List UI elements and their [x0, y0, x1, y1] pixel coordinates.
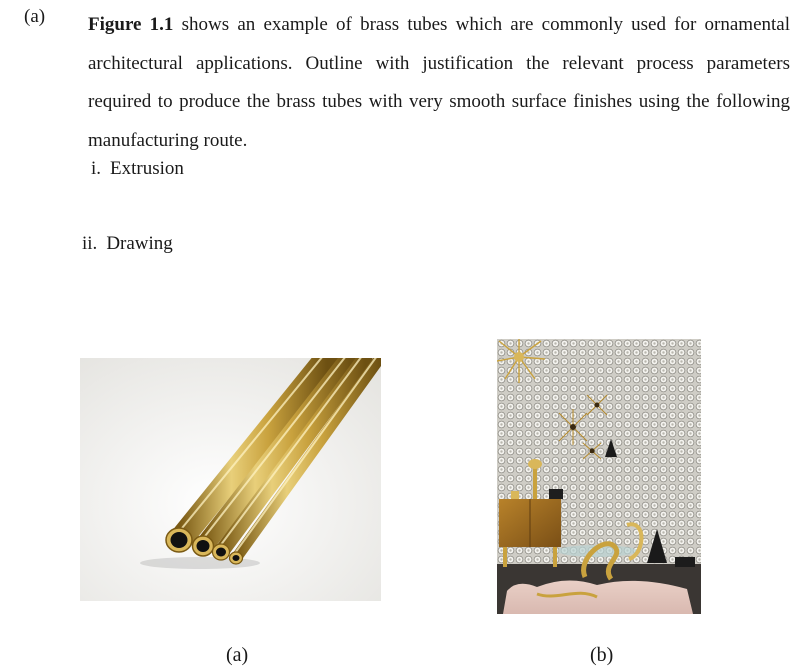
- question-label: (a): [24, 6, 46, 27]
- figure-a-caption: (a): [226, 644, 249, 666]
- list-item-number: i.: [91, 158, 102, 179]
- figure-b-brass-interior-photo: [497, 339, 701, 614]
- figure-a-brass-tubes-photo: [80, 358, 381, 601]
- list-item-drawing: [82, 233, 173, 255]
- brass-tubes-illustration: [80, 358, 381, 601]
- list-item-label: Extrusion: [110, 158, 184, 179]
- figure-b-caption: (b): [590, 644, 614, 666]
- list-item-label: Drawing: [106, 233, 173, 254]
- question-body: shows an example of brass tubes which are commonly used for ornamental architectural applications. Outline with justification the relevant process parameters required to produce the brass tubes with very smooth surface finishes using the following manufacturing route.: [88, 14, 790, 151]
- list-item-extrusion: [91, 158, 184, 180]
- brass-interior-illustration: [497, 339, 701, 614]
- figure-reference: Figure 1.1: [88, 14, 174, 35]
- question-text: [88, 6, 790, 160]
- list-item-number: ii.: [82, 233, 98, 254]
